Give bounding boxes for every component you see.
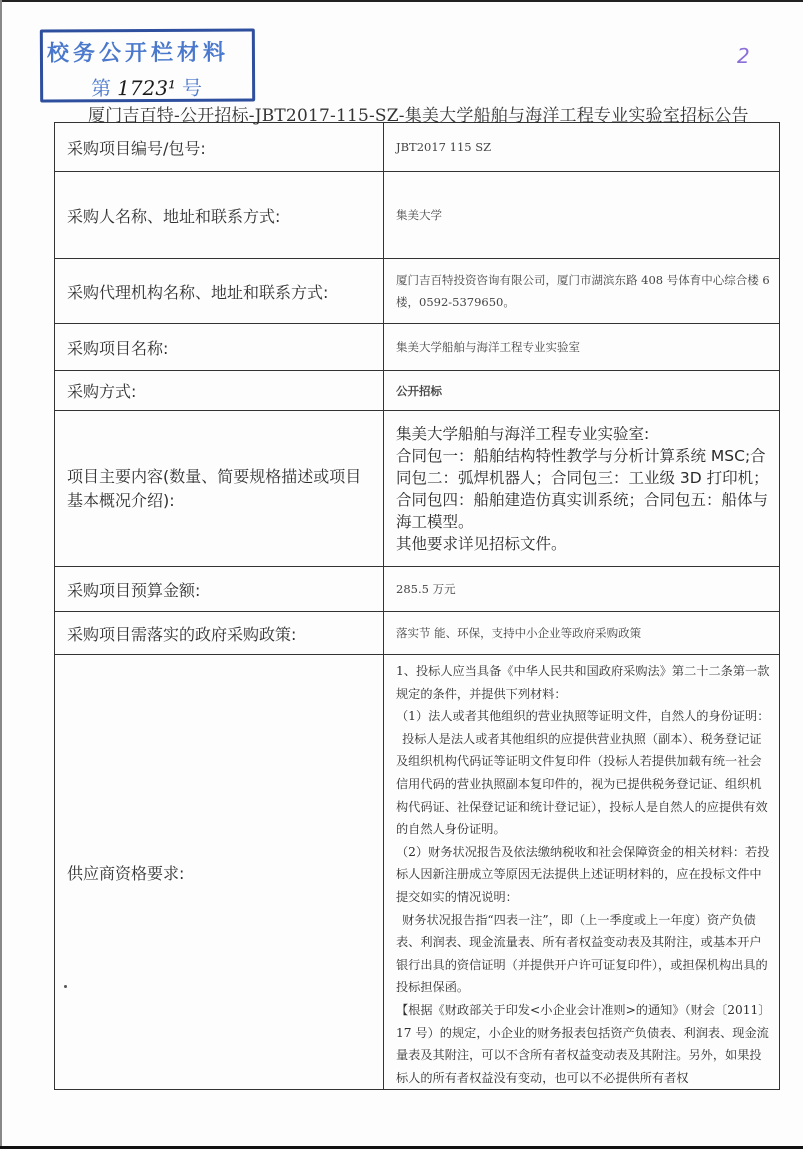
qualification-paragraph: 投标人是法人或者其他组织的应提供营业执照（副本）、税务登记证及组织机构代码证等证明文件复印件（投标人若提供加载有统一社会信用代码的营业执照副本复印件的，视为已提供税务登记证、组织机构代码证、社保登记证和统计登记证），投标人是自然人的应提供有效的自然人身份证明。 — [396, 731, 768, 837]
table-row — [55, 123, 780, 172]
stamp-number-handwritten: 1723¹ — [117, 75, 177, 101]
publicity-stamp — [40, 28, 255, 102]
scan-top-edge — [0, 0, 803, 2]
qualification-paragraph: 1、投标人应当具备《中华人民共和国政府采购法》第二十二条第一款规定的条件，并提供下列材料： — [396, 664, 770, 701]
table-row — [55, 172, 780, 259]
row-value: 285.5 万元 — [384, 567, 780, 612]
row-label: 采购人名称、地址和联系方式: — [55, 172, 384, 259]
row-value — [384, 655, 780, 1090]
row-value — [384, 411, 780, 567]
row-label: 采购项目需落实的政府采购政策: — [55, 612, 384, 655]
row-label: 项目主要内容(数量、简要规格描述或项目基本概况介绍): — [55, 411, 384, 567]
document-title: 厦门吉百特-公开招标-JBT2017-115-SZ-集美大学船舶与海洋工程专业实验室招标公告 — [88, 106, 749, 126]
table-row — [55, 567, 780, 612]
row-value: 集美大学 — [384, 172, 780, 259]
row-value: 厦门吉百特投资咨询有限公司，厦门市湖滨东路 408 号体育中心综合楼 6 楼，0592-5379650。 — [384, 259, 780, 324]
row-label: 采购项目预算金额: — [55, 567, 384, 612]
qualification-paragraph: 【根据《财政部关于印发<小企业会计准则>的通知》（财会〔2011〕17 号）的规定，小企业的财务报表包括资产负债表、利润表、现金流量表及其附注，可以不含所有者权益变动表及其附注。另外，如果投标人的所有者权益没有变动，也可以不必提供所有者权 — [396, 1002, 771, 1085]
qualification-paragraph: （1）法人或者其他组织的营业执照等证明文件，自然人的身份证明： — [396, 709, 770, 724]
table-row — [55, 655, 780, 1090]
row-label: 采购项目名称: — [55, 324, 384, 371]
content-line: 合同包一：船舶结构特性教学与分析计算系统 MSC;合同包二：弧焊机器人；合同包三：工业级 3D 打印机；合同包四：船舶建造仿真实训系统；合同包五：船体与海工模型。 — [396, 446, 769, 531]
qualification-paragraph: （2）财务状况报告及依法缴纳税收和社会保障资金的相关材料：若投标人因新注册成立等原因无法提供上述证明材料的，应在投标文件中提交如实的情况说明： — [396, 844, 770, 904]
row-value: 落实节 能、环保，支持中小企业等政府采购政策 — [384, 612, 780, 655]
scan-left-edge — [0, 0, 2, 1149]
table-row — [55, 371, 780, 411]
scan-speck — [64, 985, 67, 988]
handwritten-page-number: 2 — [737, 44, 750, 68]
row-label: 供应商资格要求: — [55, 655, 384, 1090]
row-value: JBT2017 115 SZ — [384, 123, 780, 172]
content-line: 其他要求详见招标文件。 — [396, 534, 567, 553]
stamp-number-prefix: 第 — [91, 76, 112, 101]
table-row — [55, 324, 780, 371]
row-value: 公开招标 — [384, 371, 780, 411]
row-label: 采购方式: — [55, 371, 384, 411]
row-label: 采购项目编号/包号: — [55, 123, 384, 172]
row-value: 集美大学船舶与海洋工程专业实验室 — [384, 324, 780, 371]
table-row — [55, 411, 780, 567]
stamp-number — [91, 72, 202, 102]
qualification-paragraph: 财务状况报告指“四表一注”，即（上一季度或上一年度）资产负债表、利润表、现金流量表、所有者权益变动表及其附注，或基本开户银行出具的资信证明（并提供开户许可证复印件），或担保机构出具的投标担保函。 — [396, 912, 768, 995]
stamp-number-suffix: 号 — [181, 75, 203, 100]
row-label: 采购代理机构名称、地址和联系方式: — [55, 259, 384, 324]
tender-info-table — [54, 122, 780, 1090]
stamp-title: 校务公开栏材料 — [46, 40, 230, 67]
table-row — [55, 259, 780, 324]
table-row — [55, 612, 780, 655]
content-line: 集美大学船舶与海洋工程专业实验室: — [396, 424, 650, 443]
